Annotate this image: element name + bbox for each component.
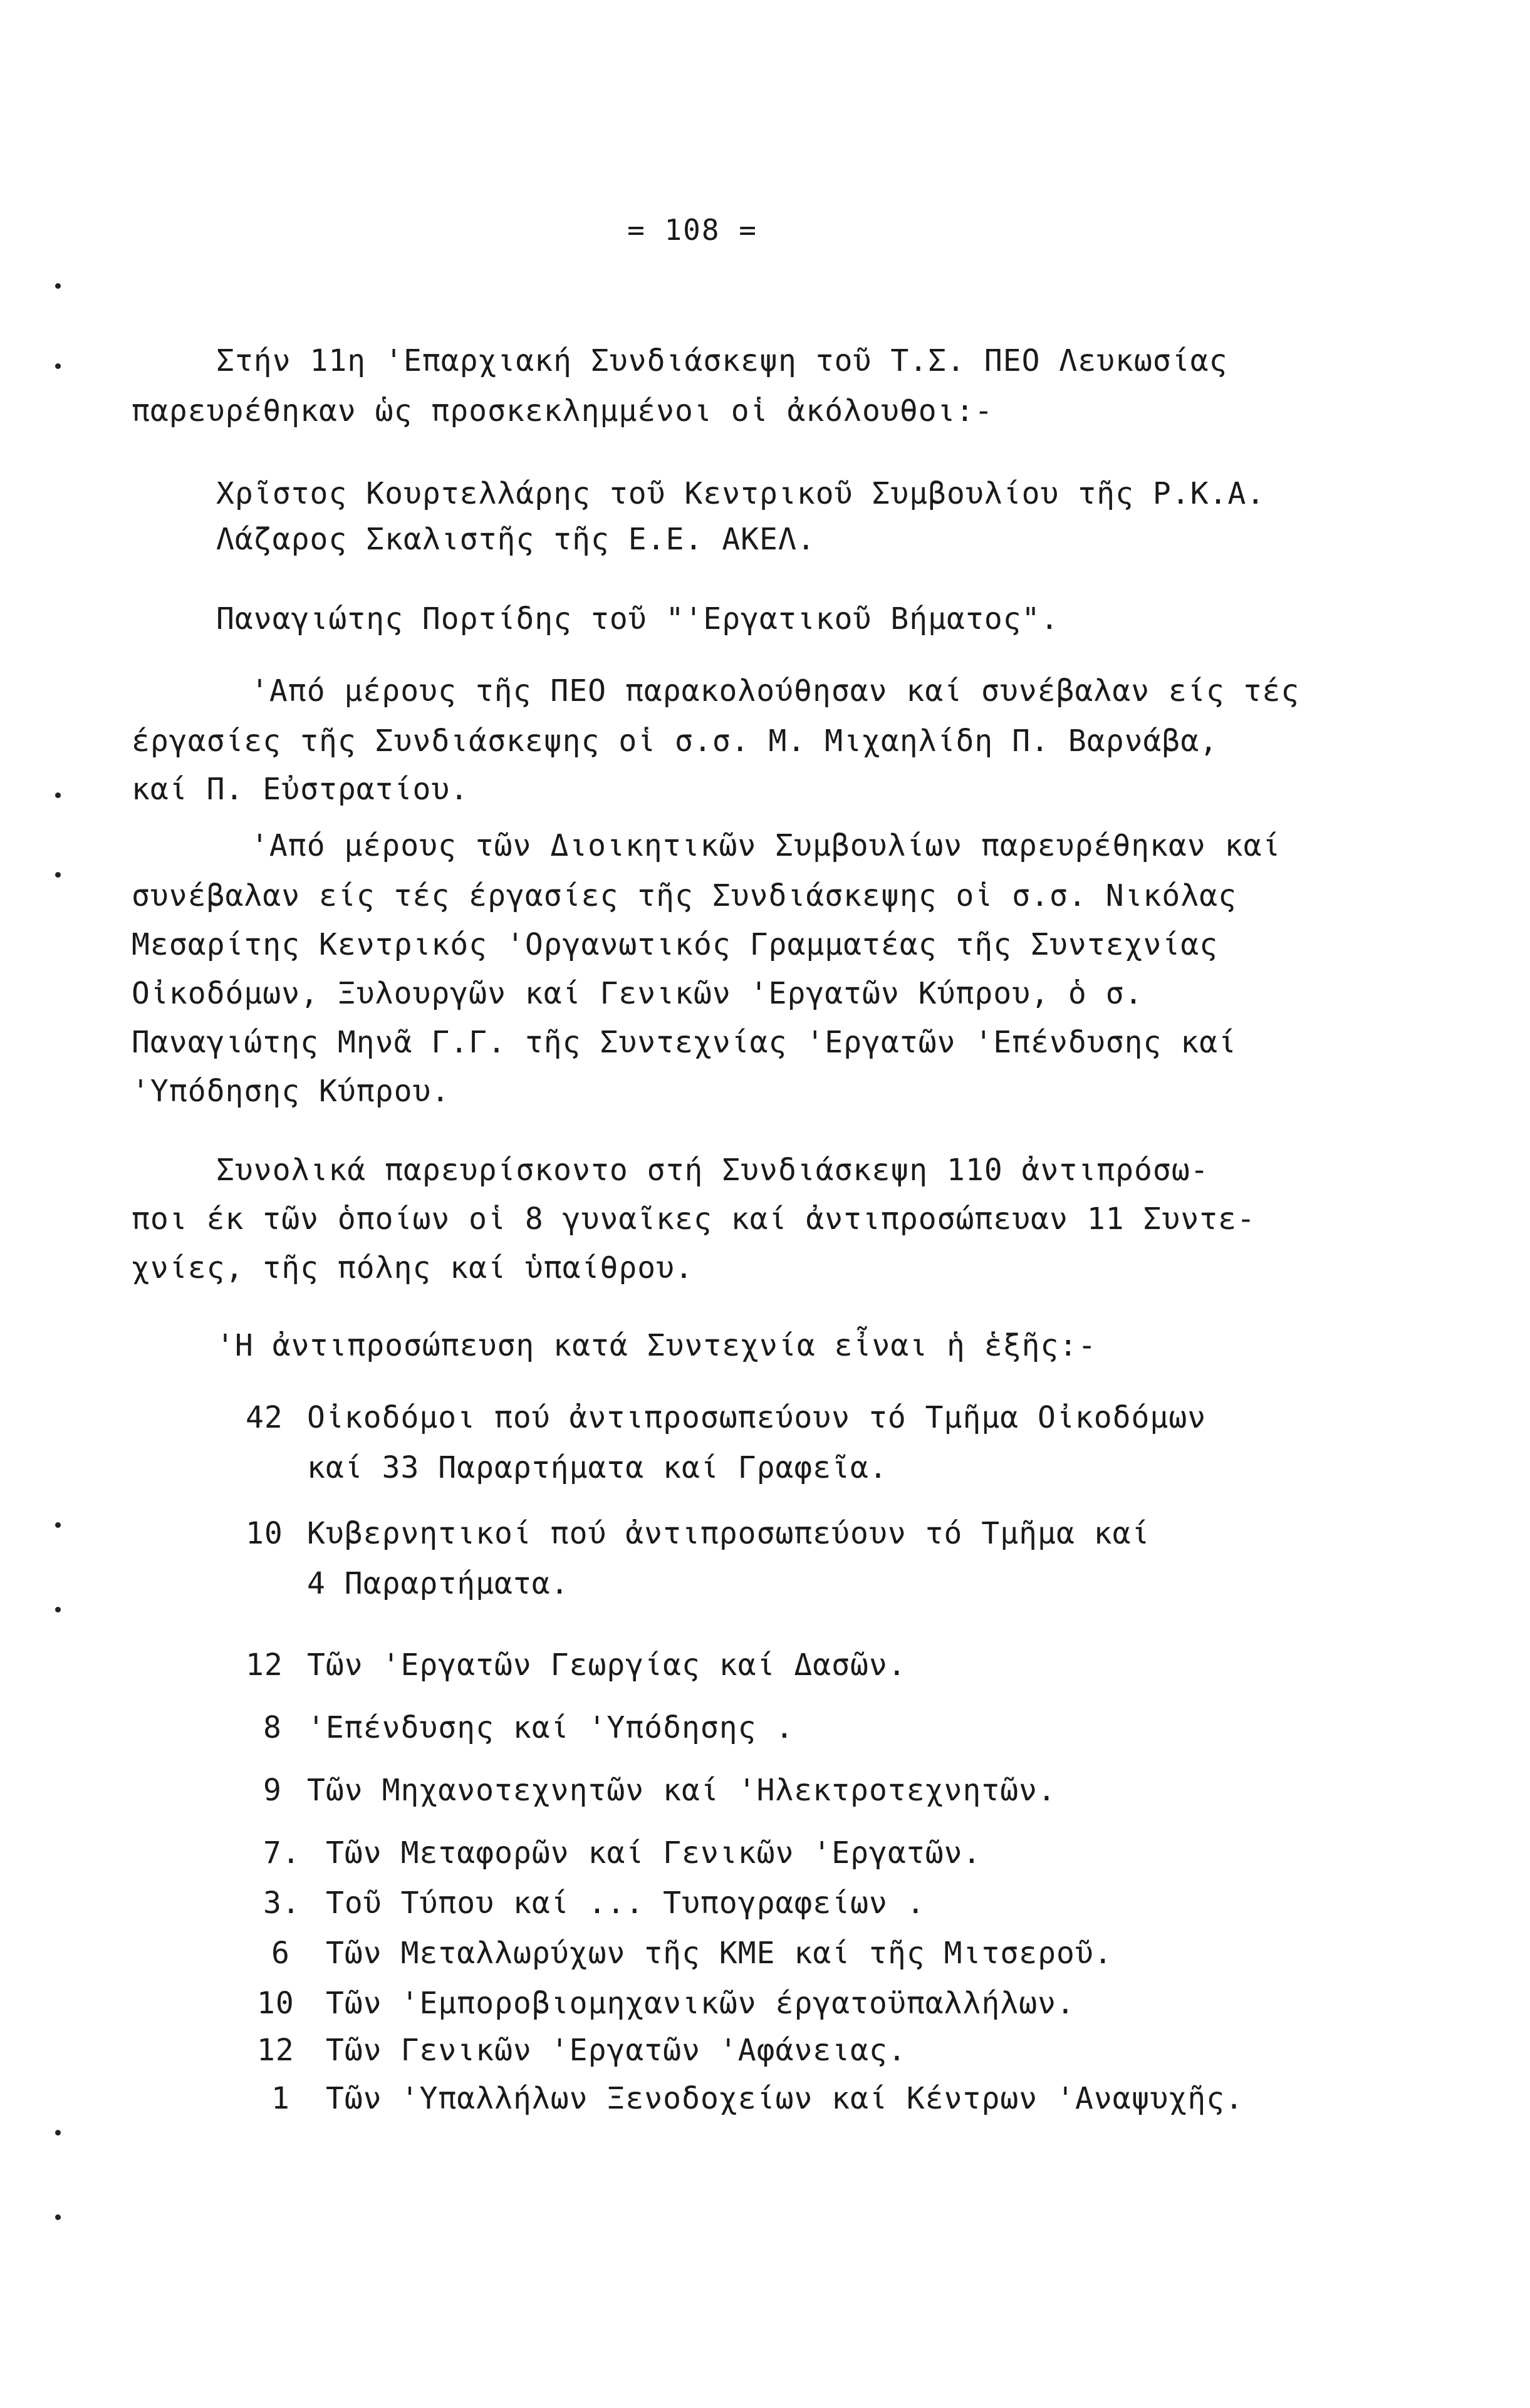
- guest-line: Παναγιώτης Πορτίδης τοῦ "'Εργατικοῦ Βήματος".: [216, 601, 1059, 636]
- paragraph-line: Παναγιώτης Μηνᾶ Γ.Γ. τῆς Συντεχνίας 'Εργατῶν 'Επένδυσης καί: [132, 1025, 1237, 1060]
- list-item-count: 10: [257, 1986, 294, 2021]
- list-item-text: καί 33 Παραρτήματα καί Γραφεῖα.: [307, 1450, 888, 1485]
- paragraph-line: Οἰκοδόμων, Ξυλουργῶν καί Γενικῶν 'Εργατῶν Κύπρου, ὁ σ.: [132, 976, 1143, 1011]
- intro-line: παρευρέθηκαν ὡς προσκεκλημμένοι οἱ ἀκόλουθοι:-: [132, 393, 994, 428]
- guest-line: Χρῖστος Κουρτελλάρης τοῦ Κεντρικοῦ Συμβουλίου τῆς Ρ.Κ.Α.: [216, 476, 1266, 511]
- margin-mark: [55, 792, 61, 798]
- list-item-count: 10: [246, 1516, 283, 1551]
- margin-mark: [55, 2130, 61, 2136]
- paragraph-line: 'Υπόδησης Κύπρου.: [132, 1074, 450, 1109]
- list-item-text: Τῶν 'Εργατῶν Γεωργίας καί Δασῶν.: [307, 1648, 907, 1683]
- page-number: = 108 =: [627, 213, 757, 247]
- margin-mark: [55, 363, 61, 369]
- paragraph-line: συνέβαλαν είς τές έργασίες τῆς Συνδιάσκεψης οἱ σ.σ. Νικόλας: [132, 878, 1237, 913]
- list-item-text: Τῶν Γενικῶν 'Εργατῶν 'Αφάνειας.: [326, 2033, 907, 2068]
- margin-mark: [55, 1522, 61, 1528]
- paragraph-line: Συνολικά παρευρίσκοντο στή Συνδιάσκεψη 110 ἀντιπρόσω-: [216, 1153, 1209, 1188]
- list-item-text: Τοῦ Τύπου καί ... Τυπογραφείων .: [326, 1886, 925, 1921]
- list-item-count: 6: [271, 1936, 290, 1971]
- list-item-count: 1: [271, 2081, 290, 2116]
- list-item-text: 4 Παραρτήματα.: [307, 1566, 570, 1601]
- intro-line: Στήν 11η 'Επαρχιακή Συνδιάσκεψη τοῦ Τ.Σ. ΠΕΟ Λευκωσίας: [216, 343, 1228, 378]
- list-item-count: 8: [263, 1710, 282, 1745]
- margin-mark: [55, 2214, 61, 2220]
- list-item-text: Τῶν Μηχανοτεχνητῶν καί 'Ηλεκτροτεχνητῶν.: [307, 1773, 1056, 1808]
- list-item-text: Κυβερνητικοί πού ἀντιπροσωπεύουν τό Τμῆμα καί: [307, 1516, 1150, 1551]
- paragraph-line: Μεσαρίτης Κεντρικός 'Οργανωτικός Γραμματέας τῆς Συντεχνίας: [132, 927, 1219, 962]
- section-heading: 'Η ἀντιπροσώπευση κατά Συντεχνία εἶναι ἡ ἑξῆς:-: [216, 1328, 1097, 1363]
- list-item-text: Τῶν Μεταλλωρύχων τῆς ΚΜΕ καί τῆς Μιτσεροῦ.: [326, 1936, 1113, 1971]
- margin-mark: [55, 1607, 61, 1612]
- list-item-text: Τῶν 'Υπαλλήλων Ξενοδοχείων καί Κέντρων 'Αναψυχῆς.: [326, 2081, 1244, 2116]
- list-item-text: Τῶν 'Εμποροβιομηχανικῶν έργατοϋπαλλήλων.: [326, 1986, 1075, 2021]
- list-item-count: 12: [257, 2033, 294, 2068]
- list-item-count: 12: [246, 1648, 283, 1683]
- margin-mark: [55, 872, 61, 878]
- paragraph-line: ποι έκ τῶν ὁποίων οἱ 8 γυναῖκες καί ἀντιπροσώπευαν 11 Συντε-: [132, 1201, 1256, 1237]
- list-item-count: 42: [246, 1400, 283, 1435]
- list-item-count: 3.: [263, 1886, 301, 1921]
- list-item-text: Τῶν Μεταφορῶν καί Γενικῶν 'Εργατῶν.: [326, 1835, 982, 1871]
- list-item-text: Οἰκοδόμοι πού ἀντιπροσωπεύουν τό Τμῆμα Οἰκοδόμων: [307, 1400, 1207, 1435]
- list-item-text: 'Επένδυσης καί 'Υπόδησης .: [307, 1710, 794, 1745]
- paragraph-line: έργασίες τῆς Συνδιάσκεψης οἱ σ.σ. Μ. Μιχαηλίδη Π. Βαρνάβα,: [132, 724, 1219, 759]
- paragraph-line: 'Από μέρους τῆς ΠΕΟ παρακολούθησαν καί συνέβαλαν είς τές: [251, 673, 1300, 708]
- paragraph-line: 'Από μέρους τῶν Διοικητικῶν Συμβουλίων παρευρέθηκαν καί: [251, 828, 1281, 863]
- list-item-count: 7.: [263, 1835, 301, 1871]
- paragraph-line: χνίες, τῆς πόλης καί ὑπαίθρου.: [132, 1250, 694, 1285]
- paragraph-line: καί Π. Εὐστρατίου.: [132, 772, 469, 807]
- margin-mark: [55, 283, 61, 289]
- guest-line: Λάζαρος Σκαλιστῆς τῆς Ε.Ε. ΑΚΕΛ.: [216, 522, 816, 557]
- list-item-count: 9: [263, 1773, 282, 1808]
